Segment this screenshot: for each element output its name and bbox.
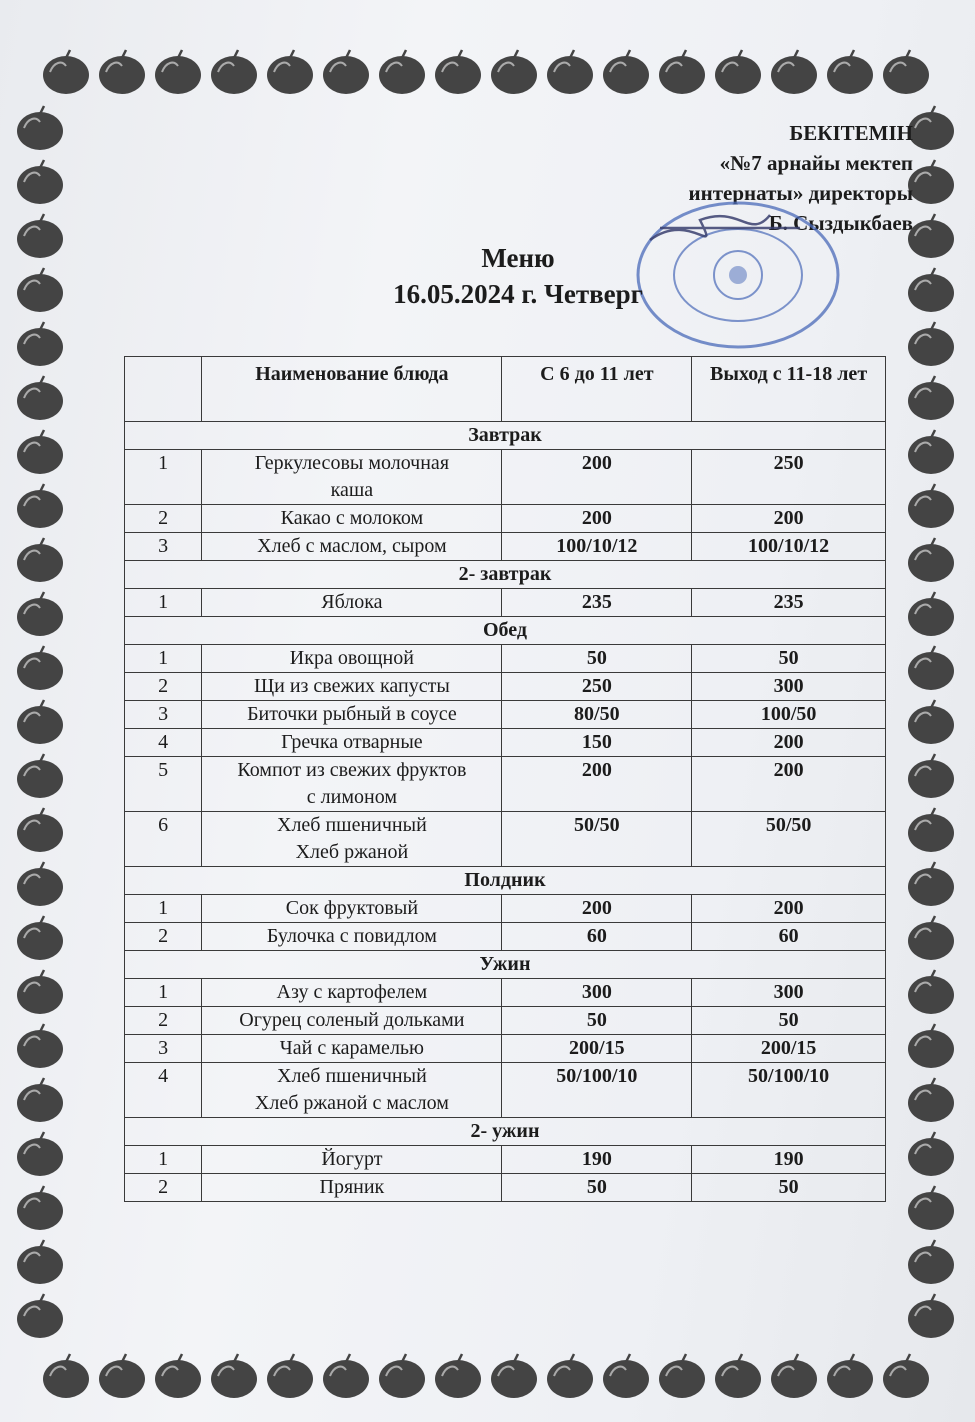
section-title: Полдник: [125, 867, 886, 895]
apple-icon: [14, 1130, 66, 1178]
portion-6-11: 250: [502, 673, 692, 701]
apple-icon: [905, 482, 957, 530]
dish-line: с лимоном: [306, 786, 397, 808]
table-row: [125, 812, 886, 867]
portion-6-11: 50: [502, 1007, 692, 1035]
dish-name: [202, 895, 502, 923]
dish-name: [202, 673, 502, 701]
apple-icon: [14, 320, 66, 368]
apple-icon: [905, 698, 957, 746]
apple-icon: [432, 1352, 484, 1400]
apple-icon: [14, 914, 66, 962]
apple-icon: [600, 48, 652, 96]
row-number: 2: [125, 1174, 202, 1202]
row-number: 4: [125, 729, 202, 757]
apple-icon: [905, 1022, 957, 1070]
row-number: 1: [125, 450, 202, 505]
apple-icon: [14, 752, 66, 800]
apple-icon: [376, 48, 428, 96]
row-number: 2: [125, 673, 202, 701]
apple-icon: [905, 914, 957, 962]
apple-icon: [320, 48, 372, 96]
apple-icon: [905, 860, 957, 908]
dish-name: [202, 1174, 502, 1202]
portion-11-18: 300: [692, 979, 886, 1007]
table-row: [125, 673, 886, 701]
apple-icon: [905, 374, 957, 422]
apple-icon: [152, 1352, 204, 1400]
row-number: 2: [125, 1007, 202, 1035]
portion-11-18: 200: [692, 757, 886, 812]
row-number: 2: [125, 923, 202, 951]
dish-line: Огурец соленый дольками: [239, 1009, 465, 1031]
dish-line: Гречка отварные: [281, 731, 423, 753]
apple-icon: [264, 48, 316, 96]
dish-line: Булочка с повидлом: [266, 925, 437, 947]
apple-icon: [905, 1292, 957, 1340]
dish-line: Биточки рыбный в соусе: [247, 703, 457, 725]
dish-name: [202, 729, 502, 757]
portion-6-11: 50: [502, 645, 692, 673]
apple-icon: [600, 1352, 652, 1400]
apple-icon: [376, 1352, 428, 1400]
row-number: 2: [125, 505, 202, 533]
portion-11-18: 50: [692, 1174, 886, 1202]
header-age-11-18: Выход с 11-18 лет: [692, 357, 886, 422]
menu-date: 16.05.2024 г. Четверг: [393, 279, 643, 309]
portion-6-11: 150: [502, 729, 692, 757]
apple-icon: [14, 968, 66, 1016]
row-number: 3: [125, 1035, 202, 1063]
section-row: [125, 867, 886, 895]
apple-icon: [905, 1184, 957, 1232]
portion-6-11: 50/50: [502, 812, 692, 867]
dish-name: [202, 505, 502, 533]
portion-11-18: 60: [692, 923, 886, 951]
apple-icon: [488, 1352, 540, 1400]
row-number: 5: [125, 757, 202, 812]
section-title: Ужин: [125, 951, 886, 979]
apple-icon: [14, 590, 66, 638]
portion-11-18: 200: [692, 895, 886, 923]
section-title: 2- ужин: [125, 1118, 886, 1146]
apple-icon: [14, 158, 66, 206]
apple-icon: [880, 48, 932, 96]
apple-icon: [905, 752, 957, 800]
dish-line: Пряник: [319, 1176, 385, 1198]
apple-icon: [14, 104, 66, 152]
table-row: [125, 923, 886, 951]
table-header-row: [125, 357, 886, 422]
portion-6-11: 80/50: [502, 701, 692, 729]
apple-icon: [14, 536, 66, 584]
apple-icon: [320, 1352, 372, 1400]
dish-name: [202, 757, 502, 812]
apple-icon: [14, 1076, 66, 1124]
section-row: [125, 561, 886, 589]
portion-6-11: 200: [502, 895, 692, 923]
row-number: 1: [125, 895, 202, 923]
dish-line: Какао с молоком: [280, 507, 424, 529]
apple-icon: [905, 266, 957, 314]
apple-icon: [14, 1022, 66, 1070]
dish-name: [202, 533, 502, 561]
header-num: [125, 357, 202, 422]
portion-11-18: 300: [692, 673, 886, 701]
table-row: [125, 895, 886, 923]
apple-icon: [96, 48, 148, 96]
apple-icon: [905, 320, 957, 368]
apple-icon: [905, 1238, 957, 1286]
section-row: [125, 617, 886, 645]
menu-title: [290, 240, 746, 312]
apple-icon: [768, 48, 820, 96]
table-row: [125, 505, 886, 533]
dish-name: [202, 701, 502, 729]
table-row: [125, 533, 886, 561]
portion-11-18: 190: [692, 1146, 886, 1174]
apple-icon: [40, 48, 92, 96]
apple-icon: [14, 806, 66, 854]
dish-line: Хлеб пшеничный: [277, 1065, 427, 1087]
portion-11-18: 200: [692, 729, 886, 757]
dish-name: [202, 645, 502, 673]
row-number: 3: [125, 701, 202, 729]
apple-icon: [544, 48, 596, 96]
apple-icon: [14, 1184, 66, 1232]
apple-icon: [96, 1352, 148, 1400]
portion-11-18: 200: [692, 505, 886, 533]
dish-name: [202, 589, 502, 617]
apple-icon: [712, 1352, 764, 1400]
portion-11-18: 100/10/12: [692, 533, 886, 561]
apple-icon: [712, 48, 764, 96]
dish-name: [202, 979, 502, 1007]
table-row: [125, 589, 886, 617]
portion-11-18: 50/100/10: [692, 1063, 886, 1118]
table-row: [125, 1146, 886, 1174]
approval-line: «№7 арнайы мектеп: [719, 151, 913, 175]
dish-name: [202, 812, 502, 867]
section-row: [125, 422, 886, 450]
portion-6-11: 200: [502, 757, 692, 812]
dish-line: Компот из свежих фруктов: [237, 759, 467, 781]
apple-icon: [14, 860, 66, 908]
portion-6-11: 235: [502, 589, 692, 617]
dish-name: [202, 450, 502, 505]
dish-line: Сок фруктовый: [285, 897, 419, 919]
dish-name: [202, 1007, 502, 1035]
dish-line: Чай с карамелью: [279, 1037, 424, 1059]
apple-icon: [905, 1130, 957, 1178]
apple-icon: [905, 536, 957, 584]
dish-line: Хлеб пшеничный: [277, 814, 427, 836]
menu-heading: Меню: [481, 243, 555, 273]
menu-table: [124, 356, 886, 1202]
table-row: [125, 1007, 886, 1035]
apple-icon: [208, 48, 260, 96]
table-row: [125, 1063, 886, 1118]
table-row: [125, 701, 886, 729]
apple-icon: [208, 1352, 260, 1400]
portion-6-11: 190: [502, 1146, 692, 1174]
apple-icon: [656, 1352, 708, 1400]
portion-11-18: 50: [692, 1007, 886, 1035]
portion-11-18: 250: [692, 450, 886, 505]
table-row: [125, 450, 886, 505]
apple-icon: [14, 374, 66, 422]
dish-name: [202, 1035, 502, 1063]
menu-body: [125, 422, 886, 1202]
dish-line: Хлеб с маслом, сыром: [257, 535, 447, 557]
apple-icon: [905, 644, 957, 692]
apple-icon: [432, 48, 484, 96]
apple-icon: [768, 1352, 820, 1400]
portion-11-18: 50/50: [692, 812, 886, 867]
table-row: [125, 757, 886, 812]
apple-icon: [14, 1238, 66, 1286]
dish-line: каша: [330, 479, 374, 501]
portion-6-11: 300: [502, 979, 692, 1007]
portion-6-11: 200: [502, 450, 692, 505]
portion-11-18: 100/50: [692, 701, 886, 729]
table-row: [125, 1174, 886, 1202]
section-row: [125, 1118, 886, 1146]
dish-name: [202, 1063, 502, 1118]
dish-line: Геркулесовы молочная: [254, 452, 450, 474]
apple-icon: [880, 1352, 932, 1400]
apple-icon: [905, 428, 957, 476]
section-title: 2- завтрак: [125, 561, 886, 589]
approval-line: БЕКІТЕМІН: [789, 121, 913, 145]
apple-icon: [824, 48, 876, 96]
apple-icon: [152, 48, 204, 96]
row-number: 1: [125, 1146, 202, 1174]
apple-icon: [14, 698, 66, 746]
apple-icon: [488, 48, 540, 96]
apple-icon: [824, 1352, 876, 1400]
row-number: 1: [125, 645, 202, 673]
dish-line: Хлеб ржаной с маслом: [254, 1092, 449, 1114]
apple-icon: [905, 1076, 957, 1124]
portion-11-18: 200/15: [692, 1035, 886, 1063]
portion-6-11: 100/10/12: [502, 533, 692, 561]
apple-icon: [905, 590, 957, 638]
table-row: [125, 729, 886, 757]
dish-line: Йогурт: [321, 1148, 383, 1170]
portion-11-18: 50: [692, 645, 886, 673]
table-row: [125, 645, 886, 673]
apple-icon: [14, 266, 66, 314]
row-number: 4: [125, 1063, 202, 1118]
portion-6-11: 200: [502, 505, 692, 533]
apple-icon: [40, 1352, 92, 1400]
signature: [650, 215, 800, 240]
portion-6-11: 50/100/10: [502, 1063, 692, 1118]
dish-line: Хлеб ржаной: [295, 841, 409, 863]
apple-icon: [14, 1292, 66, 1340]
apple-icon: [14, 428, 66, 476]
apple-icon: [905, 806, 957, 854]
row-number: 1: [125, 979, 202, 1007]
dish-line: Азу с картофелем: [276, 981, 428, 1003]
row-number: 3: [125, 533, 202, 561]
apple-icon: [14, 482, 66, 530]
portion-11-18: 235: [692, 589, 886, 617]
row-number: 6: [125, 812, 202, 867]
table-row: [125, 979, 886, 1007]
dish-name: [202, 923, 502, 951]
section-title: Обед: [125, 617, 886, 645]
apple-icon: [544, 1352, 596, 1400]
apple-icon: [14, 212, 66, 260]
portion-6-11: 60: [502, 923, 692, 951]
header-dish: Наименование блюда: [202, 357, 502, 422]
apple-icon: [264, 1352, 316, 1400]
approval-line: Б. Сыздыкбаев: [768, 211, 913, 235]
dish-line: Щи из свежих капусты: [253, 675, 450, 697]
header-age-6-11: С 6 до 11 лет: [502, 357, 692, 422]
portion-6-11: 200/15: [502, 1035, 692, 1063]
apple-icon: [905, 968, 957, 1016]
portion-6-11: 50: [502, 1174, 692, 1202]
apple-icon: [14, 644, 66, 692]
section-row: [125, 951, 886, 979]
row-number: 1: [125, 589, 202, 617]
dish-line: Яблока: [321, 591, 383, 613]
table-row: [125, 1035, 886, 1063]
apple-icon: [656, 48, 708, 96]
section-title: Завтрак: [125, 422, 886, 450]
dish-line: Икра овощной: [289, 647, 414, 669]
approval-line: интернаты» директоры: [688, 181, 913, 205]
dish-name: [202, 1146, 502, 1174]
